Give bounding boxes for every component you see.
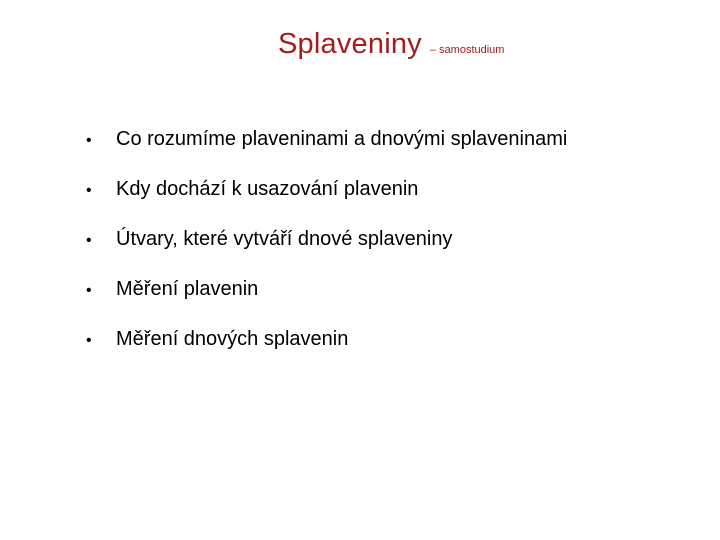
bullet-text: Měření dnových splavenin: [116, 328, 349, 350]
bullet-text: Co rozumíme plaveninami a dnovými splaveninami: [116, 128, 568, 150]
list-item: [86, 228, 567, 278]
title-row: [278, 28, 504, 61]
list-item: [86, 128, 567, 178]
bullet-icon: •: [86, 282, 92, 299]
list-item: [86, 278, 567, 328]
bullet-icon: •: [86, 132, 92, 149]
bullet-icon: •: [86, 332, 92, 349]
bullet-text: Útvary, které vytváří dnové splaveniny: [116, 228, 453, 250]
slide-subtitle: – samostudium: [429, 44, 505, 56]
slide-title: Splaveniny: [278, 28, 422, 60]
bullet-list: [86, 128, 567, 378]
bullet-text: Měření plavenin: [116, 278, 259, 300]
bullet-icon: •: [86, 182, 92, 199]
bullet-icon: •: [86, 232, 92, 249]
list-item: [86, 328, 567, 378]
list-item: [86, 178, 567, 228]
bullet-text: Kdy dochází k usazování plavenin: [116, 178, 419, 200]
